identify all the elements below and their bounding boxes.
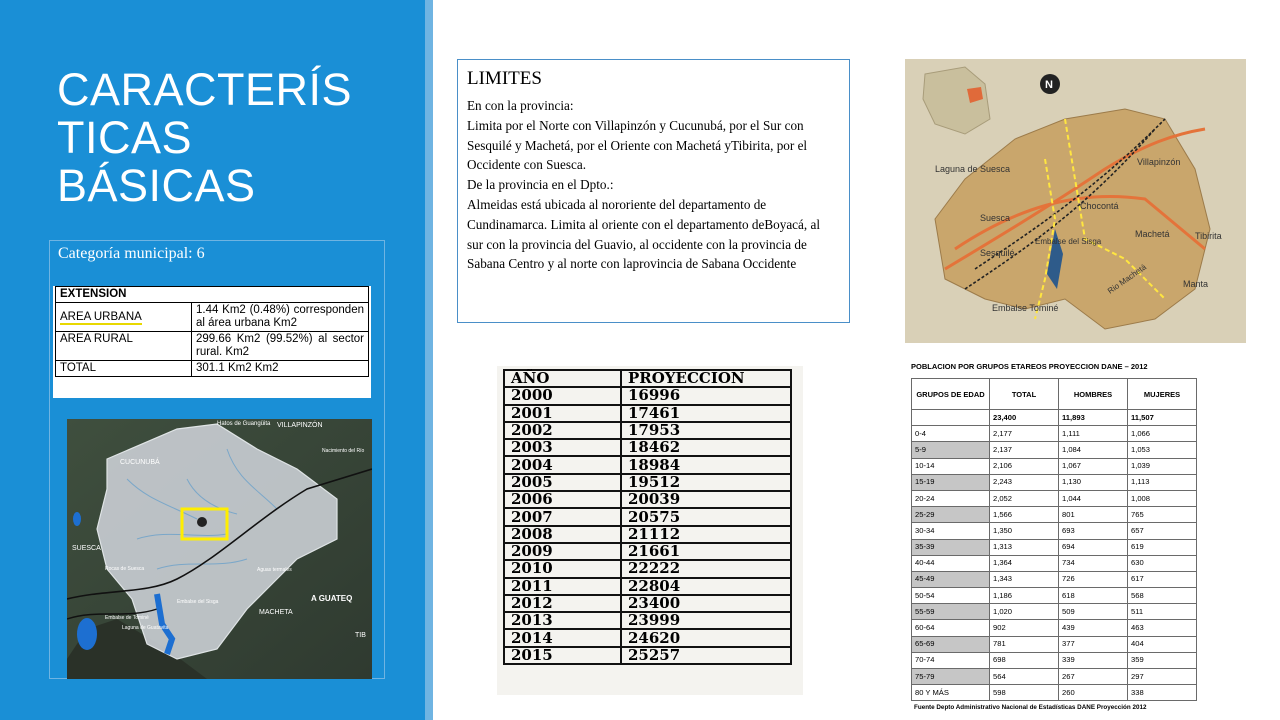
projection-year: 2012 [504,595,621,612]
population-men: 439 [1059,620,1128,636]
table-row [504,647,791,664]
table-row [912,604,1197,620]
map-label: A GUATEQ [311,594,353,603]
population-men: 1,111 [1059,426,1128,442]
map-label: Embalse de Tominé [105,615,149,621]
map-label: Aguas termales [257,567,292,573]
population-women: 463 [1128,620,1197,636]
table-row [912,620,1197,636]
table-row [504,526,791,543]
table-row [504,405,791,422]
table-row [912,571,1197,587]
map-label: Laguna de Suesca [935,164,1011,174]
table-row [912,490,1197,506]
population-age-group: 25-29 [912,507,990,523]
projection-value: 24620 [621,629,791,646]
population-total: 1,020 [990,604,1059,620]
projection-year: 2014 [504,629,621,646]
population-women: 338 [1128,685,1197,701]
table-row [504,629,791,646]
totals-cell [912,410,990,426]
lagoon-suesca [73,512,81,526]
map-label: TIB [355,632,366,639]
urban-center [197,517,207,527]
population-age-group: 45-49 [912,571,990,587]
limits-line: En con la provincia: [467,98,574,113]
population-total: 1,313 [990,539,1059,555]
table-row [504,456,791,473]
map-label: Chocontá [1080,201,1119,211]
population-age-group: 80 Y MÁS [912,685,990,701]
projection-year: 2011 [504,578,621,595]
population-women: 1,113 [1128,474,1197,490]
total-area-label: TOTAL [56,361,192,377]
population-women: 617 [1128,571,1197,587]
projection-value: 21112 [621,526,791,543]
population-women: 568 [1128,588,1197,604]
population-women: 630 [1128,555,1197,571]
population-total: 1,364 [990,555,1059,571]
population-women: 1,066 [1128,426,1197,442]
projection-year: 2008 [504,526,621,543]
population-total: 2,177 [990,426,1059,442]
population-women: 657 [1128,523,1197,539]
map-label: SUESCA [72,545,101,552]
table-row [504,370,791,387]
projection-value: 16996 [621,387,791,404]
projection-value: 18984 [621,456,791,473]
projection-table-image [497,366,803,695]
projection-value: 23400 [621,595,791,612]
municipal-category: Categoría municipal: 6 [58,245,205,262]
population-source: Fuente Depto Administrativo Nacional de Estadísticas DANE Proyección 2012 [914,704,1147,711]
projection-year: 2010 [504,560,621,577]
population-men: 694 [1059,539,1128,555]
table-row [504,474,791,491]
projection-value: 18462 [621,439,791,456]
projection-year: 2005 [504,474,621,491]
population-age-group: 10-14 [912,458,990,474]
population-age-group: 0-4 [912,426,990,442]
map-label: Villapinzón [1137,157,1181,167]
table-row [912,636,1197,652]
population-age-group: 60-64 [912,620,990,636]
population-total: 1,186 [990,588,1059,604]
map-label: Suesca [980,213,1011,223]
limits-line: De la provincia en el Dpto.: [467,177,614,193]
population-women: 1,053 [1128,442,1197,458]
totals-cell: 23,400 [990,410,1059,426]
population-age-group: 65-69 [912,636,990,652]
population-table [911,378,1197,701]
population-men: 1,044 [1059,490,1128,506]
table-row [912,458,1197,474]
totals-cell: 11,893 [1059,410,1128,426]
population-men: 1,067 [1059,458,1128,474]
table-row [504,612,791,629]
population-age-group: 75-79 [912,669,990,685]
projection-value: 22804 [621,578,791,595]
map-label: Hatos de Guangüita [217,421,271,427]
population-men: 1,084 [1059,442,1128,458]
map-label: Laguna de Guatavita [122,625,169,631]
projection-value: 19512 [621,474,791,491]
rural-area-value: 299.66 Km2 (99.52%) al sector rural. Km2 [192,332,369,361]
population-age-group: 20-24 [912,490,990,506]
population-total: 598 [990,685,1059,701]
table-row [504,560,791,577]
population-women: 1,008 [1128,490,1197,506]
table-row [912,588,1197,604]
map-label: Sesquilé [980,248,1015,258]
projection-year: 2009 [504,543,621,560]
map-label: Tibirita [1195,231,1222,241]
extension-table [53,286,371,398]
population-women: 511 [1128,604,1197,620]
table-row [56,303,369,332]
projection-header-year: AÑO [504,370,621,387]
population-women: 765 [1128,507,1197,523]
header-men: HOMBRES [1059,379,1128,410]
table-row [504,595,791,612]
table-row [504,578,791,595]
projection-value: 25257 [621,647,791,664]
projection-year: 2001 [504,405,621,422]
map-label: Embalse del Sisga [177,599,219,605]
limits-line: Almeidas está ubicada al nororiente del departamento de Cundinamarca. Limita al oriente con el departamento deBoyacá, al sur con la provincia del Guavio, al occidente con la provincia de Sabana Centro y al norte con laprovincia de Sabana Occidente [467,196,820,272]
projection-value: 20575 [621,508,791,525]
population-men: 693 [1059,523,1128,539]
population-men: 260 [1059,685,1128,701]
table-row [504,387,791,404]
header-total: TOTAL [990,379,1059,410]
map-label: VILLAPINZÓN [277,422,323,429]
population-age-group: 35-39 [912,539,990,555]
population-men: 509 [1059,604,1128,620]
projection-year: 2015 [504,647,621,664]
rural-area-label: AREA RURAL [56,332,192,361]
map-label: Rocas de Suesca [105,566,145,572]
table-row [56,361,369,377]
table-row-totals [912,410,1197,426]
population-total: 2,052 [990,490,1059,506]
projection-year: 2004 [504,456,621,473]
population-total: 564 [990,669,1059,685]
population-table-image [905,356,1250,720]
total-area-value: 301.1 Km2 Km2 [192,361,369,377]
projection-year: 2003 [504,439,621,456]
population-women: 297 [1128,669,1197,685]
table-row [912,685,1197,701]
projection-header-value: PROYECCION [621,370,791,387]
table-row [912,379,1197,410]
projection-year: 2006 [504,491,621,508]
urban-area-value: 1.44 Km2 (0.48%) corresponden al área urbana Km2 [192,303,369,332]
population-women: 404 [1128,636,1197,652]
header-women: MUJERES [1128,379,1197,410]
population-men: 339 [1059,652,1128,668]
population-men: 801 [1059,507,1128,523]
limits-box [457,59,850,323]
population-age-group: 70-74 [912,652,990,668]
population-total: 1,350 [990,523,1059,539]
limits-line: Limita por el Norte con Villapinzón y Cucunubá, por el Sur con Sesquilé y Machetá, por el Oriente con Machetá yTibirita, por el Occidente con Suesca. [467,117,808,173]
left-panel-edge [425,0,433,720]
map-label: Manta [1183,279,1209,289]
table-row [912,652,1197,668]
table-row [504,491,791,508]
map-label: MACHETA [259,609,293,616]
population-total: 698 [990,652,1059,668]
table-row [912,442,1197,458]
table-row [504,508,791,525]
table-row [912,474,1197,490]
projection-value: 17461 [621,405,791,422]
province-map [905,59,1246,343]
table-row [912,507,1197,523]
projection-year: 2013 [504,612,621,629]
projection-value: 23999 [621,612,791,629]
projection-value: 22222 [621,560,791,577]
population-age-group: 30-34 [912,523,990,539]
north-label: N [1045,79,1053,91]
header-age-group: GRUPOS DE EDAD [912,379,990,410]
table-row [912,523,1197,539]
projection-value: 17953 [621,422,791,439]
reservoir-tomine [77,618,97,650]
table-row [912,555,1197,571]
totals-cell: 11,507 [1128,410,1197,426]
extension-header: EXTENSION [56,287,369,303]
population-men: 734 [1059,555,1128,571]
population-age-group: 50-54 [912,588,990,604]
population-age-group: 5-9 [912,442,990,458]
population-age-group: 55-59 [912,604,990,620]
limits-body [467,96,839,274]
population-total: 902 [990,620,1059,636]
map-label: Embalse Tominé [992,303,1059,313]
population-total: 2,137 [990,442,1059,458]
population-women: 359 [1128,652,1197,668]
map-label: Machetá [1135,229,1170,239]
population-title: POBLACION POR GRUPOS ETAREOS PROYECCION DANE – 2012 [911,362,1148,371]
population-age-group: 40-44 [912,555,990,571]
projection-year: 2000 [504,387,621,404]
municipality-map [67,419,372,679]
table-row [912,539,1197,555]
table-row [504,543,791,560]
projection-value: 21661 [621,543,791,560]
map-label: CUCUNUBÁ [120,459,160,466]
population-total: 781 [990,636,1059,652]
urban-area-label: AREA URBANA [60,310,142,323]
projection-year: 2007 [504,508,621,525]
map-label: Embalse del Sisga [1035,237,1102,246]
population-total: 2,243 [990,474,1059,490]
projection-value: 20039 [621,491,791,508]
table-row [504,422,791,439]
page-title: CARACTERÍS TICAS BÁSICAS [57,64,353,211]
limits-title: LIMITES [467,68,542,89]
population-total: 2,106 [990,458,1059,474]
population-women: 619 [1128,539,1197,555]
population-men: 618 [1059,588,1128,604]
population-men: 1,130 [1059,474,1128,490]
population-men: 726 [1059,571,1128,587]
table-row [504,439,791,456]
projection-table [503,369,792,665]
table-row [56,332,369,361]
table-row [912,426,1197,442]
population-total: 1,343 [990,571,1059,587]
projection-year: 2002 [504,422,621,439]
population-women: 1,039 [1128,458,1197,474]
population-men: 377 [1059,636,1128,652]
population-men: 267 [1059,669,1128,685]
population-age-group: 15-19 [912,474,990,490]
map-label: Nacimiento del Río [322,448,365,454]
map-label: Rio Machetá [1105,262,1148,296]
population-total: 1,566 [990,507,1059,523]
table-row [912,669,1197,685]
